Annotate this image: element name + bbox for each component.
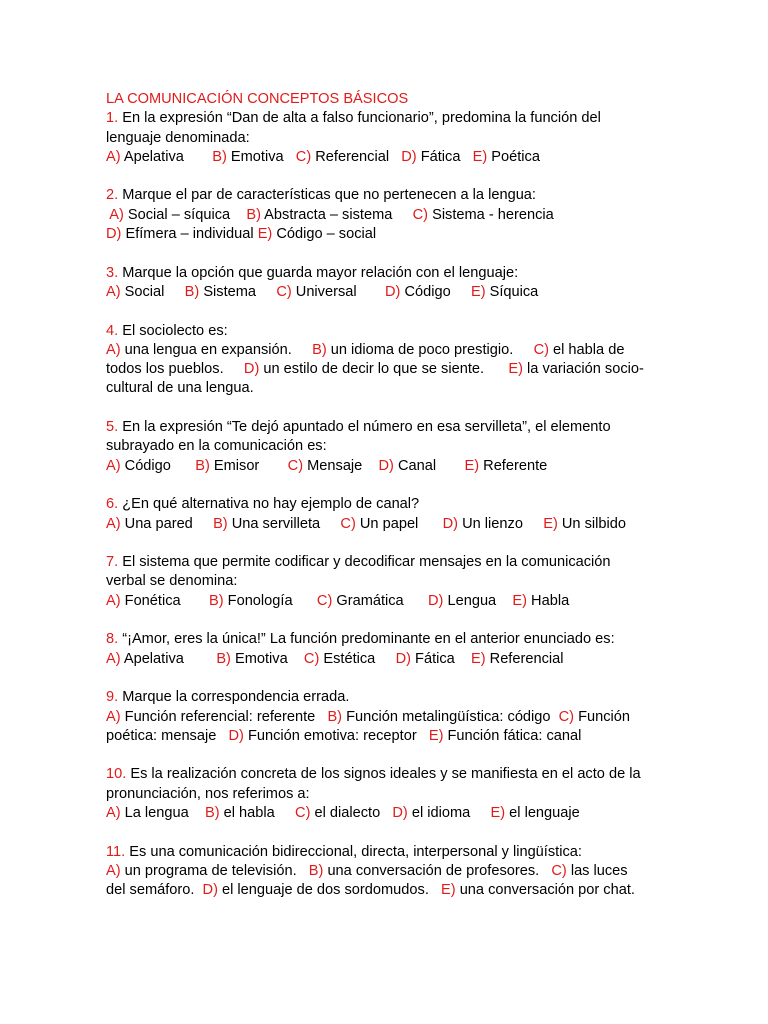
text-segment: Referencial	[311, 148, 402, 165]
text-segment: Función	[574, 708, 631, 725]
option-marker: D)	[106, 226, 122, 243]
question-line	[106, 881, 666, 900]
question-line	[106, 630, 666, 649]
text-segment: verbal se denomina:	[106, 573, 238, 590]
option-marker: B)	[312, 341, 327, 358]
text-segment: un programa de televisión.	[120, 862, 309, 879]
text-segment: el lenguaje	[505, 804, 580, 821]
question-line	[106, 360, 666, 379]
text-segment: un idioma de poco prestigio.	[326, 341, 534, 358]
question-line	[106, 341, 666, 360]
text-segment: “¡Amor, eres la única!” La función predominante en el anterior enunciado es:	[118, 631, 615, 648]
text-segment: el habla	[219, 804, 296, 821]
option-marker: B)	[204, 804, 220, 821]
question-line	[106, 708, 666, 727]
text-segment: cultural de una lengua.	[106, 380, 254, 397]
option-marker: B)	[327, 708, 343, 725]
question-line	[106, 592, 666, 611]
option-marker: C)	[340, 515, 356, 532]
text-segment: poética: mensaje	[106, 727, 229, 744]
text-segment: ¿En qué alternativa no hay ejemplo de canal?	[118, 496, 420, 513]
text-segment: una conversación de profesores.	[323, 862, 552, 879]
question-9	[106, 688, 666, 746]
option-marker: C)	[276, 283, 292, 300]
question-7	[106, 553, 666, 611]
question-line	[106, 225, 666, 244]
text-segment: pronunciación, nos referimos a:	[106, 785, 310, 802]
option-marker: E)	[543, 515, 558, 532]
option-marker: 10.	[106, 766, 127, 783]
option-marker: 11.	[106, 843, 126, 860]
option-marker: D)	[202, 882, 218, 899]
question-8	[106, 630, 666, 669]
question-line	[106, 843, 666, 862]
text-segment: El sistema que permite codificar y decodificar mensajes en la comunicación	[118, 554, 611, 571]
question-line	[106, 186, 666, 205]
question-1	[106, 109, 666, 167]
text-segment: el lenguaje de dos sordomudos.	[217, 882, 442, 899]
option-marker: C)	[295, 148, 312, 165]
text-segment: subrayado en la comunicación es:	[106, 438, 327, 455]
question-4	[106, 322, 666, 399]
option-marker: D)	[401, 148, 417, 165]
option-marker: A)	[106, 515, 121, 532]
question-line	[106, 804, 666, 823]
option-marker: D)	[228, 727, 244, 744]
text-segment: Social	[120, 283, 185, 300]
option-marker: A)	[106, 804, 121, 821]
question-line	[106, 129, 666, 148]
option-marker: C)	[316, 592, 333, 609]
text-segment: En la expresión “Dan de alta a falso funcionario”, predomina la función del	[118, 110, 601, 127]
question-line	[106, 264, 666, 283]
text-segment: Referencial	[485, 650, 564, 667]
text-segment: Apelativa	[120, 650, 217, 667]
option-marker: B)	[195, 457, 210, 474]
text-segment: lenguaje denominada:	[106, 129, 250, 146]
question-line	[106, 553, 666, 572]
text-segment: Fonología	[223, 592, 317, 609]
text-segment: Marque la correspondencia errada.	[118, 689, 350, 706]
text-segment: La lengua	[120, 804, 205, 821]
question-line	[106, 515, 666, 534]
text-segment: del semáforo.	[106, 882, 203, 899]
text-segment: Habla	[527, 592, 570, 609]
option-marker: E)	[464, 457, 480, 474]
document-body	[106, 90, 666, 920]
option-marker: E)	[441, 882, 456, 899]
text-segment: Una servilleta	[227, 515, 341, 532]
option-marker: A)	[106, 341, 121, 358]
question-line	[106, 727, 666, 746]
option-marker: 5.	[106, 419, 119, 436]
text-segment: Función emotiva: receptor	[243, 727, 429, 744]
option-marker: C)	[287, 457, 304, 474]
option-marker: C)	[558, 708, 575, 725]
option-marker: D)	[428, 592, 444, 609]
text-segment: Sistema	[199, 283, 277, 300]
question-line	[106, 495, 666, 514]
text-segment: Código	[400, 283, 471, 300]
text-segment: Estética	[319, 650, 396, 667]
text-segment: El sociolecto es:	[118, 322, 228, 339]
text-segment: Canal	[393, 457, 465, 474]
text-segment: una lengua en expansión.	[120, 341, 313, 358]
question-line	[106, 650, 666, 669]
option-marker: E)	[508, 361, 523, 378]
question-line	[106, 688, 666, 707]
question-line	[106, 109, 666, 128]
option-marker: B)	[246, 206, 261, 223]
text-segment: Una pared	[120, 515, 214, 532]
text-segment: En la expresión “Te dejó apuntado el número en esa servilleta”, el elemento	[118, 419, 611, 436]
text-segment: Es la realización concreta de los signos ideales y se manifiesta en el acto de la	[126, 766, 641, 783]
option-marker: D)	[442, 515, 459, 532]
question-11	[106, 843, 666, 901]
option-marker: A)	[106, 708, 121, 725]
option-marker: D)	[392, 804, 408, 821]
text-segment: Mensaje	[303, 457, 379, 474]
text-segment: Emisor	[209, 457, 288, 474]
option-marker: B)	[184, 283, 200, 300]
option-marker: E)	[257, 226, 273, 243]
text-segment: la variación socio-	[522, 361, 644, 378]
option-marker: E)	[470, 283, 486, 300]
text-segment: Referente	[479, 457, 548, 474]
text-segment: Código – social	[272, 226, 377, 243]
option-marker: A)	[109, 206, 124, 223]
question-line	[106, 572, 666, 591]
option-marker: 7.	[106, 554, 119, 571]
text-segment: las luces	[566, 862, 628, 879]
question-6	[106, 495, 666, 534]
text-segment: Abstracta – sistema	[260, 206, 413, 223]
question-line	[106, 457, 666, 476]
question-list	[106, 109, 666, 900]
text-segment: el dialecto	[310, 804, 393, 821]
option-marker: A)	[106, 457, 121, 474]
question-2	[106, 186, 666, 244]
option-marker: B)	[308, 862, 324, 879]
option-marker: C)	[412, 206, 429, 223]
option-marker: C)	[303, 650, 320, 667]
question-line	[106, 437, 666, 456]
option-marker: E)	[490, 804, 506, 821]
question-line	[106, 418, 666, 437]
question-line	[106, 862, 666, 881]
option-marker: E)	[472, 148, 488, 165]
option-marker: D)	[395, 650, 411, 667]
option-marker: B)	[212, 148, 227, 165]
option-marker: 1.	[106, 110, 119, 127]
text-segment: un estilo de decir lo que se siente.	[259, 361, 509, 378]
option-marker: 8.	[106, 631, 119, 648]
question-line	[106, 148, 666, 167]
text-segment: Código	[120, 457, 196, 474]
option-marker: C)	[551, 862, 567, 879]
option-marker: D)	[384, 283, 401, 300]
question-10	[106, 765, 666, 823]
question-line	[106, 379, 666, 398]
text-segment: Un papel	[355, 515, 443, 532]
text-segment: Un silbido	[557, 515, 626, 532]
option-marker: B)	[213, 515, 228, 532]
text-segment: Gramática	[332, 592, 429, 609]
text-segment: Función metalingüística: código	[342, 708, 559, 725]
option-marker: A)	[106, 148, 121, 165]
option-marker: B)	[216, 650, 231, 667]
option-marker: 6.	[106, 496, 119, 513]
text-segment: Efímera – individual	[121, 226, 258, 243]
question-line	[106, 322, 666, 341]
text-segment: Marque el par de características que no pertenecen a la lengua:	[118, 187, 536, 204]
text-segment: Fática	[416, 148, 473, 165]
text-segment: Es una comunicación bidireccional, directa, interpersonal y lingüística:	[125, 843, 582, 860]
text-segment: Lengua	[443, 592, 513, 609]
option-marker: 9.	[106, 689, 119, 706]
text-segment: una conversación por chat.	[455, 882, 635, 899]
text-segment: Marque la opción que guarda mayor relación con el lenguaje:	[118, 264, 519, 281]
text-segment: Función referencial: referente	[120, 708, 328, 725]
option-marker: 3.	[106, 264, 119, 281]
question-line	[106, 765, 666, 784]
option-marker: C)	[295, 804, 311, 821]
option-marker: A)	[106, 283, 121, 300]
text-segment: Sistema - herencia	[428, 206, 554, 223]
text-segment: todos los pueblos.	[106, 361, 244, 378]
option-marker: A)	[106, 650, 121, 667]
text-segment: Fonética	[120, 592, 210, 609]
text-segment: Síquica	[485, 283, 539, 300]
question-3	[106, 264, 666, 303]
option-marker: A)	[106, 862, 121, 879]
option-marker: E)	[512, 592, 527, 609]
option-marker: A)	[106, 592, 121, 609]
option-marker: E)	[471, 650, 486, 667]
text-segment: Función fática: canal	[443, 727, 582, 744]
question-line	[106, 206, 666, 225]
text-segment: Emotiva	[230, 650, 304, 667]
option-marker: D)	[378, 457, 394, 474]
text-segment: Social – síquica	[123, 206, 247, 223]
option-marker: 2.	[106, 187, 119, 204]
question-line	[106, 785, 666, 804]
question-5	[106, 418, 666, 476]
option-marker: 4.	[106, 322, 119, 339]
document-title: LA COMUNICACIÓN CONCEPTOS BÁSICOS	[106, 91, 409, 107]
text-segment: Poética	[487, 148, 540, 165]
text-segment: Apelativa	[120, 148, 213, 165]
option-marker: B)	[209, 592, 224, 609]
option-marker: E)	[428, 727, 444, 744]
option-marker: C)	[533, 341, 549, 358]
text-segment: el idioma	[407, 804, 491, 821]
text-segment: Fática	[410, 650, 471, 667]
text-segment: Universal	[291, 283, 385, 300]
text-segment: Un lienzo	[458, 515, 544, 532]
text-segment: el habla de	[548, 341, 625, 358]
text-segment: Emotiva	[226, 148, 296, 165]
question-line	[106, 283, 666, 302]
option-marker: D)	[243, 361, 260, 378]
